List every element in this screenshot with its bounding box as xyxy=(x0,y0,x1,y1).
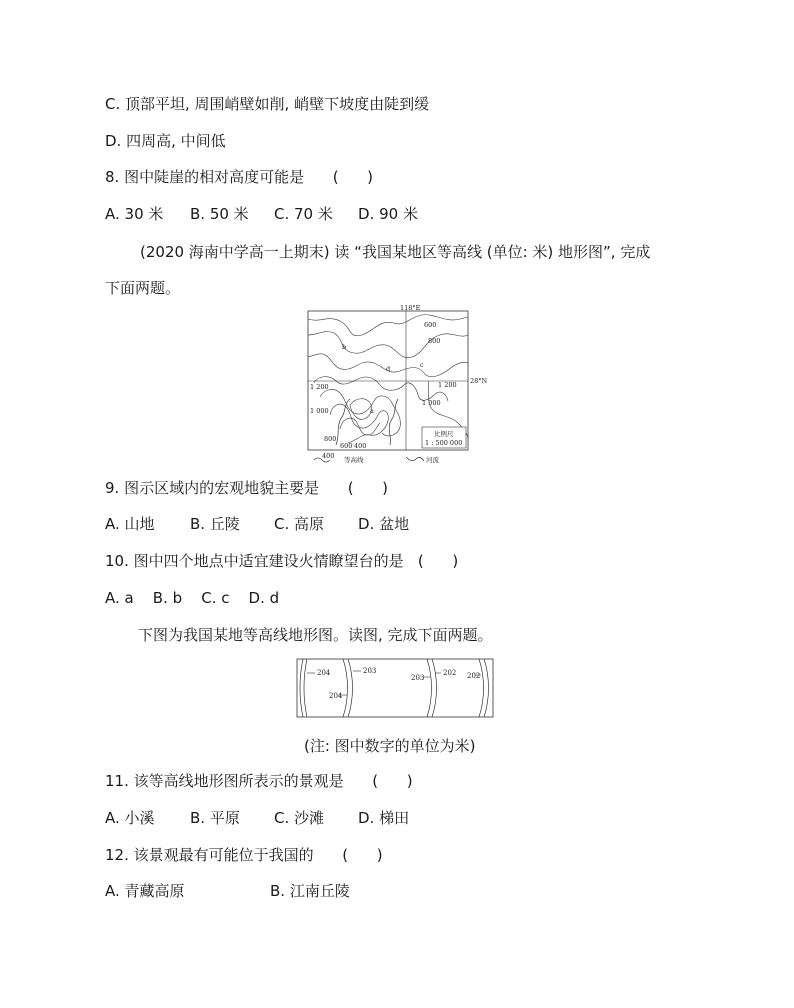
legend-river-label: 河流 xyxy=(426,456,439,464)
scale-value: 1 : 500 000 xyxy=(425,439,463,447)
intro-paragraph-1-cont: 下面两题。 xyxy=(105,279,181,297)
terrace-contour-figure xyxy=(295,657,497,721)
contour-label: 600 xyxy=(424,321,437,329)
question-10: 10. 图中四个地点中适宜建设火情瞭望台的是 ( ) xyxy=(105,552,459,570)
point-d: d xyxy=(386,365,391,373)
q11-option-a: A. 小溪 xyxy=(105,809,155,827)
strip-label: 202 xyxy=(443,669,457,677)
q8-option-d: D. 90 米 xyxy=(358,205,418,223)
figure-note: (注: 图中数字的单位为米) xyxy=(304,737,476,755)
question-12: 12. 该景观最有可能位于我国的 ( ) xyxy=(105,846,383,864)
q11-option-b: B. 平原 xyxy=(190,809,240,827)
strip-label: 203 xyxy=(363,667,377,675)
option-c-line: C. 顶部平坦, 周围峭壁如削, 峭壁下坡度由陡到缓 xyxy=(105,95,430,113)
river-legend-icon xyxy=(406,457,424,461)
intro-paragraph-2: 下图为我国某地等高线地形图。读图, 完成下面两题。 xyxy=(138,626,493,644)
terrace-contours xyxy=(300,659,489,717)
point-a: a xyxy=(370,407,374,415)
scale-title: 比例尺 xyxy=(434,430,454,438)
latitude-label: 28°N xyxy=(470,377,488,385)
contour-label: 1 000 xyxy=(310,407,329,415)
point-b: b xyxy=(342,343,347,351)
q9-option-c: C. 高原 xyxy=(274,515,325,533)
contour-label: 1 000 xyxy=(422,399,441,407)
strip-label: 203 xyxy=(411,674,425,682)
strip-label: 204 xyxy=(317,669,331,677)
longitude-label: 118°E xyxy=(400,305,421,312)
q9-option-a: A. 山地 xyxy=(105,515,155,533)
question-11: 11. 该等高线地形图所表示的景观是 ( ) xyxy=(105,772,413,790)
q8-option-c: C. 70 米 xyxy=(274,205,333,223)
q8-option-b: B. 50 米 xyxy=(190,205,249,223)
contour-lines xyxy=(308,315,468,443)
contour-label: 800 xyxy=(324,435,337,443)
question-9: 9. 图示区域内的宏观地貌主要是 ( ) xyxy=(105,479,389,497)
q9-option-d: D. 盆地 xyxy=(358,515,410,533)
contour-label: 1 200 xyxy=(310,383,329,391)
contour-label: 1 200 xyxy=(438,381,457,389)
q12-option-b: B. 江南丘陵 xyxy=(270,882,350,900)
strip-label: 202 xyxy=(467,672,481,680)
q8-option-a: A. 30 米 xyxy=(105,205,164,223)
q12-option-a: A. 青藏高原 xyxy=(105,882,185,900)
legend-contour-value: 400 xyxy=(322,452,335,460)
strip-frame xyxy=(297,659,493,717)
strip-label: 204 xyxy=(329,692,343,700)
point-c: c xyxy=(420,361,424,369)
q9-option-b: B. 丘陵 xyxy=(190,515,240,533)
contour-label: 600 xyxy=(340,442,353,450)
contour-map-figure xyxy=(300,305,495,470)
rivers xyxy=(336,399,398,445)
q11-option-c: C. 沙滩 xyxy=(274,809,325,827)
legend-contour-label: 等高线 xyxy=(344,456,364,464)
contour-label: 400 xyxy=(354,442,367,450)
q11-option-d: D. 梯田 xyxy=(358,809,410,827)
question-8: 8. 图中陡崖的相对高度可能是 ( ) xyxy=(105,168,374,186)
intro-paragraph-1: (2020 海南中学高一上期末) 读 “我国某地区等高线 (单位: 米) 地形图”, 完成 xyxy=(140,243,651,261)
contour-label: 800 xyxy=(428,337,441,345)
q10-options: A. a B. b C. c D. d xyxy=(105,589,280,607)
option-d-line: D. 四周高, 中间低 xyxy=(105,132,226,150)
